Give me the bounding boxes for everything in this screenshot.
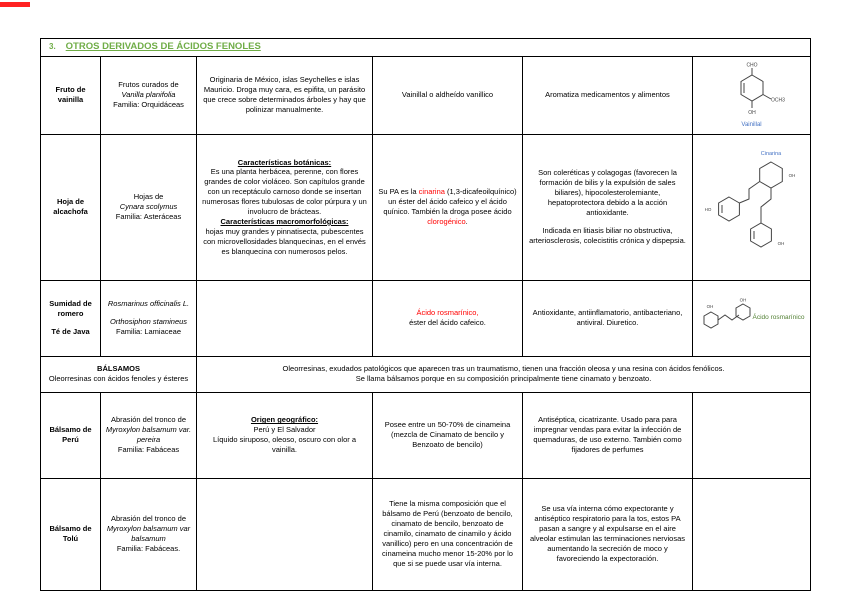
cell-vainilla-source — [101, 56, 197, 134]
cell-alcachofa-description — [197, 134, 373, 280]
cell-romero-uses: Antioxidante, antiinflamatorio, antibacteriano, antiviral. Diuretico. — [523, 280, 693, 356]
species-name: Cynara scolymus — [119, 202, 178, 212]
principle-text: éster del ácido cafeico. — [409, 318, 486, 328]
cell-tolu-principle: Tiene la misma composición que el bálsamo de Perú (benzoato de bencilo, cinamato de bencilo, benzoato de cinamilo, cinamato de cinamilo y ácido vanillico) pero en una concentración de cinameina mucho menor 15-20% por lo que si se puede usar vía interna. — [373, 478, 523, 590]
cinarina-highlight: cinarina — [418, 187, 445, 197]
row-name-line: Té de Java — [51, 326, 90, 336]
spacer — [526, 218, 689, 226]
vanillin-structure-image — [717, 61, 787, 119]
balsamos-definition-line: Se llama bálsamos porque en su composición principalmente tiene cinamato y benzoato. — [355, 374, 652, 384]
cho-annotation: CHO — [745, 62, 758, 69]
macromorphology-text: hojas muy grandes y pinnatisecta, pubescentes con microvellosidades blanquecinas, en el envés es blanquecina con numerosos pelos. — [203, 226, 366, 256]
cell-vainilla-uses: Aromatiza medicamentos y alimentos — [523, 56, 693, 134]
family-line: Familia: Fabáceas — [117, 444, 180, 454]
family-line: Familia: Orquidáceas — [113, 99, 184, 109]
cell-tolu-uses: Se usa vía interna cómo expectorante y antiséptico respiratorio para la tos, estos PA pasan a sangre y al expulsarse en el aire alveolar estimulan las terminaciones nerviosas aumentando la secreción de moco y favoreciendo la expectoración. — [523, 478, 693, 590]
cell-peru-name: Bálsamo de Perú — [41, 392, 101, 478]
rosmarinic-highlight: Ácido rosmarínico, — [416, 308, 479, 318]
principle-text: Su PA es la — [378, 187, 419, 197]
clorogenico-highlight: clorogénico — [427, 216, 466, 226]
row-peru — [41, 392, 811, 478]
cell-alcachofa-uses — [523, 134, 693, 280]
cell-peru-description — [197, 392, 373, 478]
family-line: Familia: Asteráceas — [115, 211, 182, 221]
cell-peru-source — [101, 392, 197, 478]
red-corner-mark — [0, 2, 30, 7]
och3-annotation: OCH3 — [770, 97, 785, 104]
cell-balsamos-definition — [197, 356, 811, 392]
rosmarinic-structure-label: Ácido rosmarínico — [752, 313, 805, 321]
botanical-heading: Características botánicas: — [237, 157, 332, 167]
origin-heading: Origen geográfico: — [250, 415, 319, 425]
cell-romero-structure — [693, 280, 811, 356]
row-balsamos-header — [41, 356, 811, 392]
principle-text: (1,3-dicafeoilquínico) un éster del ácido cafeico y el ácido quínico. También la droga posee ácido — [383, 187, 517, 217]
cell-alcachofa-source — [101, 134, 197, 280]
cell-peru-structure — [693, 392, 811, 478]
vanillin-structure-label: Vainillal — [741, 121, 762, 128]
section-title-cell — [41, 39, 811, 57]
cinarina-structure-label: Cinarina — [760, 150, 781, 157]
species-name: Orthosiphon stamineus — [109, 317, 188, 327]
uses-paragraph: Indicada en litiasis biliar no obstructiva, arteriosclerosis, colecistitis crónica y dispepsia. — [529, 225, 686, 245]
phenolic-acids-table — [40, 38, 811, 591]
section-number: 3. — [49, 42, 56, 51]
title-row — [41, 39, 811, 57]
cell-peru-uses: Antiséptica, cicatrizante. Usado para para impregnar vendas para evitar la infección de quemaduras, de uso externo. También como fijadores de perfumes — [523, 392, 693, 478]
balsamos-heading: BÁLSAMOS — [97, 364, 140, 374]
cell-alcachofa-name: Hoja de alcachofa — [41, 134, 101, 280]
cell-tolu-name: Bálsamo de Tolú — [41, 478, 101, 590]
oh-annotation: OH — [788, 172, 795, 178]
oh-annotation: OH — [777, 240, 784, 246]
row-tolu — [41, 478, 811, 590]
source-line: Abrasión del tronco de — [110, 514, 187, 524]
oh-annotation: OH — [706, 304, 713, 310]
cell-tolu-description — [197, 478, 373, 590]
cell-vainilla-description: Originaria de México, islas Seychelles e islas Mauricio. Droga muy cara, es epifita, un parásito que crece sobre determinados árboles y hay que polinizar manualmente. — [197, 56, 373, 134]
oh-annotation: OH — [739, 297, 746, 303]
uses-paragraph: Son coleréticas y colagogas (favorecen la formación de bilis y la expulsión de sales biliares), hipocolesterolemiante, hepatoprotectora debido a la acción antioxidante. — [538, 168, 677, 217]
cell-vainilla-structure — [693, 56, 811, 134]
section-title: OTROS DERIVADOS DE ÁCIDOS FENOLES — [65, 41, 261, 52]
spacer — [104, 309, 193, 317]
cell-romero-name — [41, 280, 101, 356]
species-name: Myroxylon balsamum var. pereira — [105, 425, 192, 445]
description-text: Líquido siruposo, oleoso, oscuro con olor a vainilla. — [212, 435, 356, 454]
cell-tolu-source — [101, 478, 197, 590]
source-line: Hojas de — [133, 192, 164, 202]
cell-peru-principle: Posee entre un 50-70% de cinameina (mezcla de Cinamato de bencilo y Benzoato de bencilo) — [373, 392, 523, 478]
origin-text: Perú y El Salvador — [253, 425, 316, 435]
cell-romero-principle — [373, 280, 523, 356]
spacer — [44, 319, 97, 327]
cell-tolu-structure — [693, 478, 811, 590]
cinarina-structure-image — [699, 147, 805, 265]
macromorphology-heading: Características macromorfológicas: — [220, 216, 349, 226]
cell-vainilla-name: Fruto de vainilla — [41, 56, 101, 134]
cell-balsamos-title — [41, 356, 197, 392]
species-name: Vanilla planifolia — [121, 90, 176, 100]
cell-romero-source — [101, 280, 197, 356]
source-line: Frutos curados de — [118, 80, 179, 90]
balsamos-subheading: Oleorresinas con ácidos fenoles y ésteres — [48, 374, 189, 384]
cell-vainilla-principle: Vainillal o aldheído vanillico — [373, 56, 523, 134]
cell-alcachofa-principle — [373, 134, 523, 280]
ho-annotation: HO — [704, 206, 711, 212]
family-line: Familia: Fabáceas. — [116, 543, 181, 553]
species-name: Myroxylon balsamum var balsamum — [106, 524, 191, 544]
principle-text: . — [465, 216, 468, 226]
oh-annotation: OH — [747, 109, 756, 116]
row-vainilla — [41, 56, 811, 134]
source-line: Abrasión del tronco de — [110, 415, 187, 425]
botanical-text: Es una planta herbácea, perenne, con flores grandes de color violáceo. Son capítulos grande con un receptáculo carnoso donde se insertan numerosas flores tubulosas de color púrpura y un involucro de brácteas. — [202, 167, 367, 217]
row-alcachofa — [41, 134, 811, 280]
row-name-line: Sumidad de romero — [49, 299, 92, 319]
family-line: Familia: Lamiaceae — [115, 326, 182, 336]
cell-alcachofa-structure — [693, 134, 811, 280]
balsamos-definition-line: Oleorresinas, exudados patológicos que aparecen tras un traumatismo, tienen una fracción oleosa y una resina con ácidos fenólicos. — [282, 364, 725, 374]
species-name: Rosmarinus officinalis L. — [107, 299, 190, 309]
row-romero — [41, 280, 811, 356]
rosmarinic-structure-image — [699, 296, 751, 340]
cell-romero-description — [197, 280, 373, 356]
